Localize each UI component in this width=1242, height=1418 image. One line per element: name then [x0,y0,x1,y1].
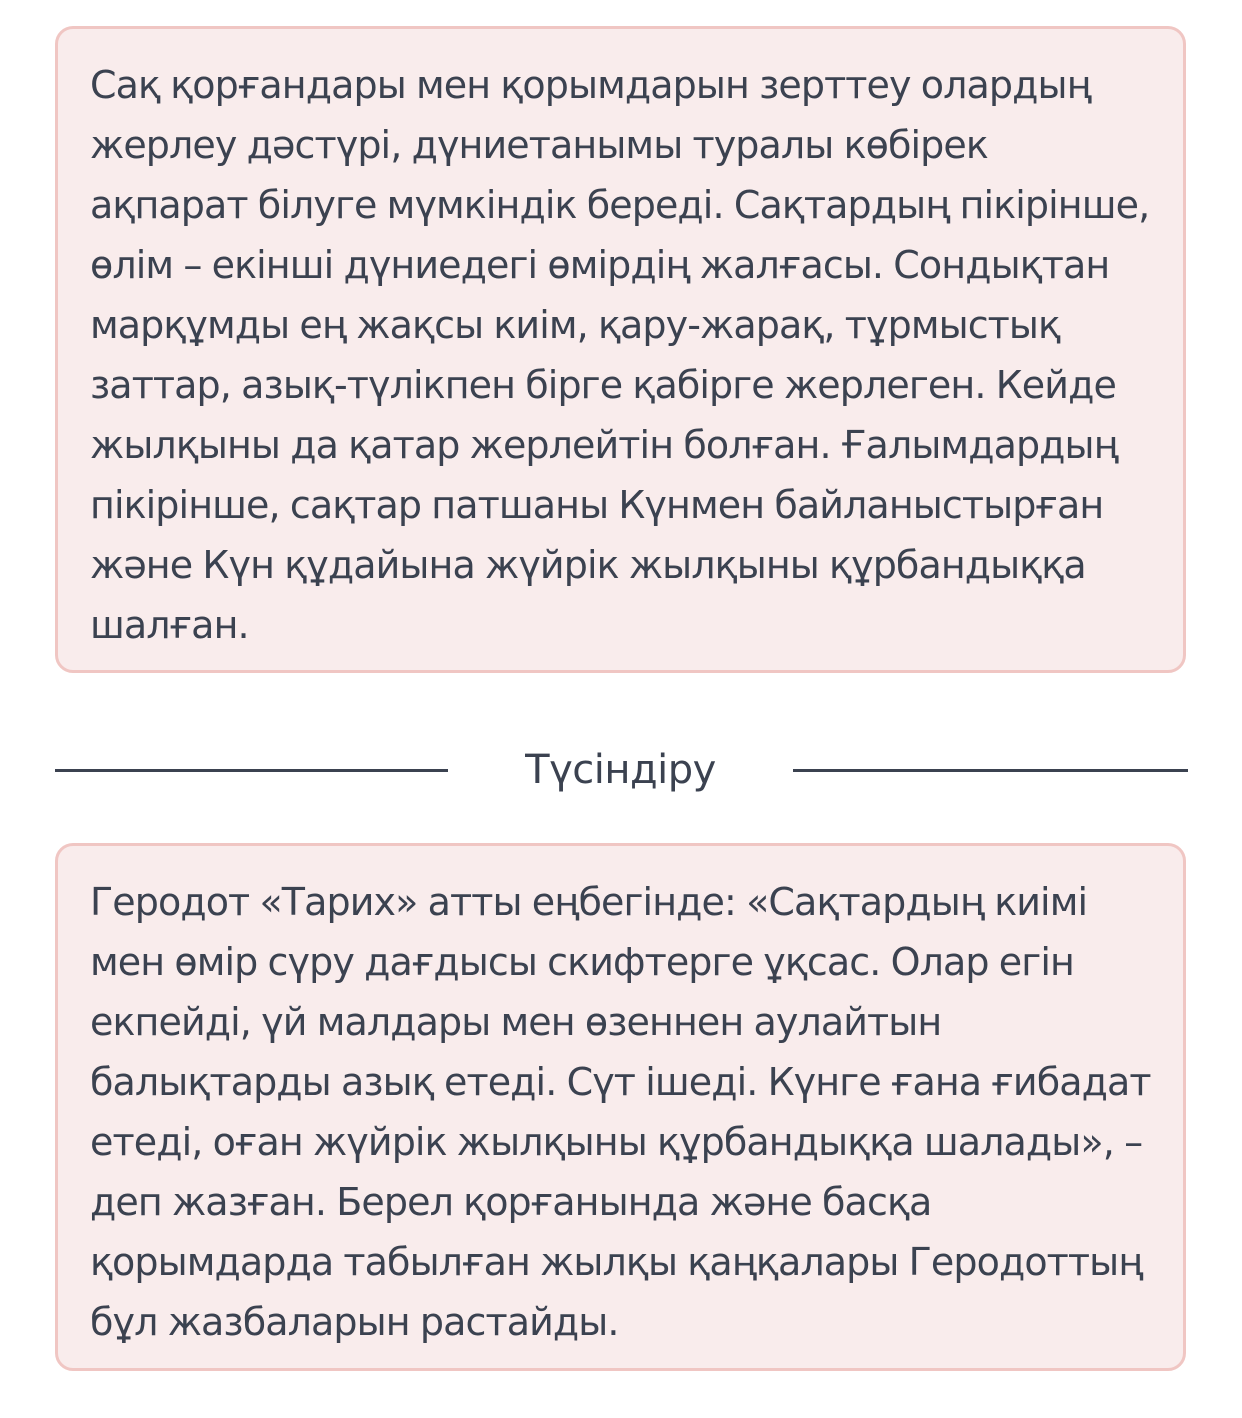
answer-card [55,26,1186,673]
explanation-divider [55,740,1188,800]
divider-line-right [793,769,1188,772]
explanation-heading: Түсіндіру [525,747,716,793]
explanation-text: Геродот «Тарих» атты еңбегінде: «Сақтардың киімі мен өмір сүру дағдысы скифтерге ұқсас. Олар егін екпейді, үй малдары мен өзеннен аулайтын балықтарды азық етеді. Сүт ішеді. Күнге ғана ғибадат етеді, оған жүйрік жылқыны құрбандыққа шалады», – деп жазған. Берел қорғанында және басқа қорымдарда табылған жылқы қаңқалары Геродоттың бұл жазбаларын растайды. [90,880,1151,1344]
answer-text: Сақ қорғандары мен қорымдарын зерттеу олардың жерлеу дәстүрі, дүниетанымы туралы көбірек ақпарат білуге мүмкіндік береді. Сақтардың пікірінше, өлім – екінші дүниедегі өмірдің жалғасы. Сондықтан марқұмды ең жақсы киім, қару-жарақ, тұрмыстық заттар, азық-түлікпен бірге қабірге жерлеген. Кейде жылқыны да қатар жерлейтін болған. Ғалымдардың пікірінше, сақтар патшаны Күнмен байланыстырған және Күн құдайына жүйрік жылқыны құрбандыққа шалған. [90,63,1150,647]
divider-line-left [55,769,448,772]
explanation-card [55,843,1186,1371]
